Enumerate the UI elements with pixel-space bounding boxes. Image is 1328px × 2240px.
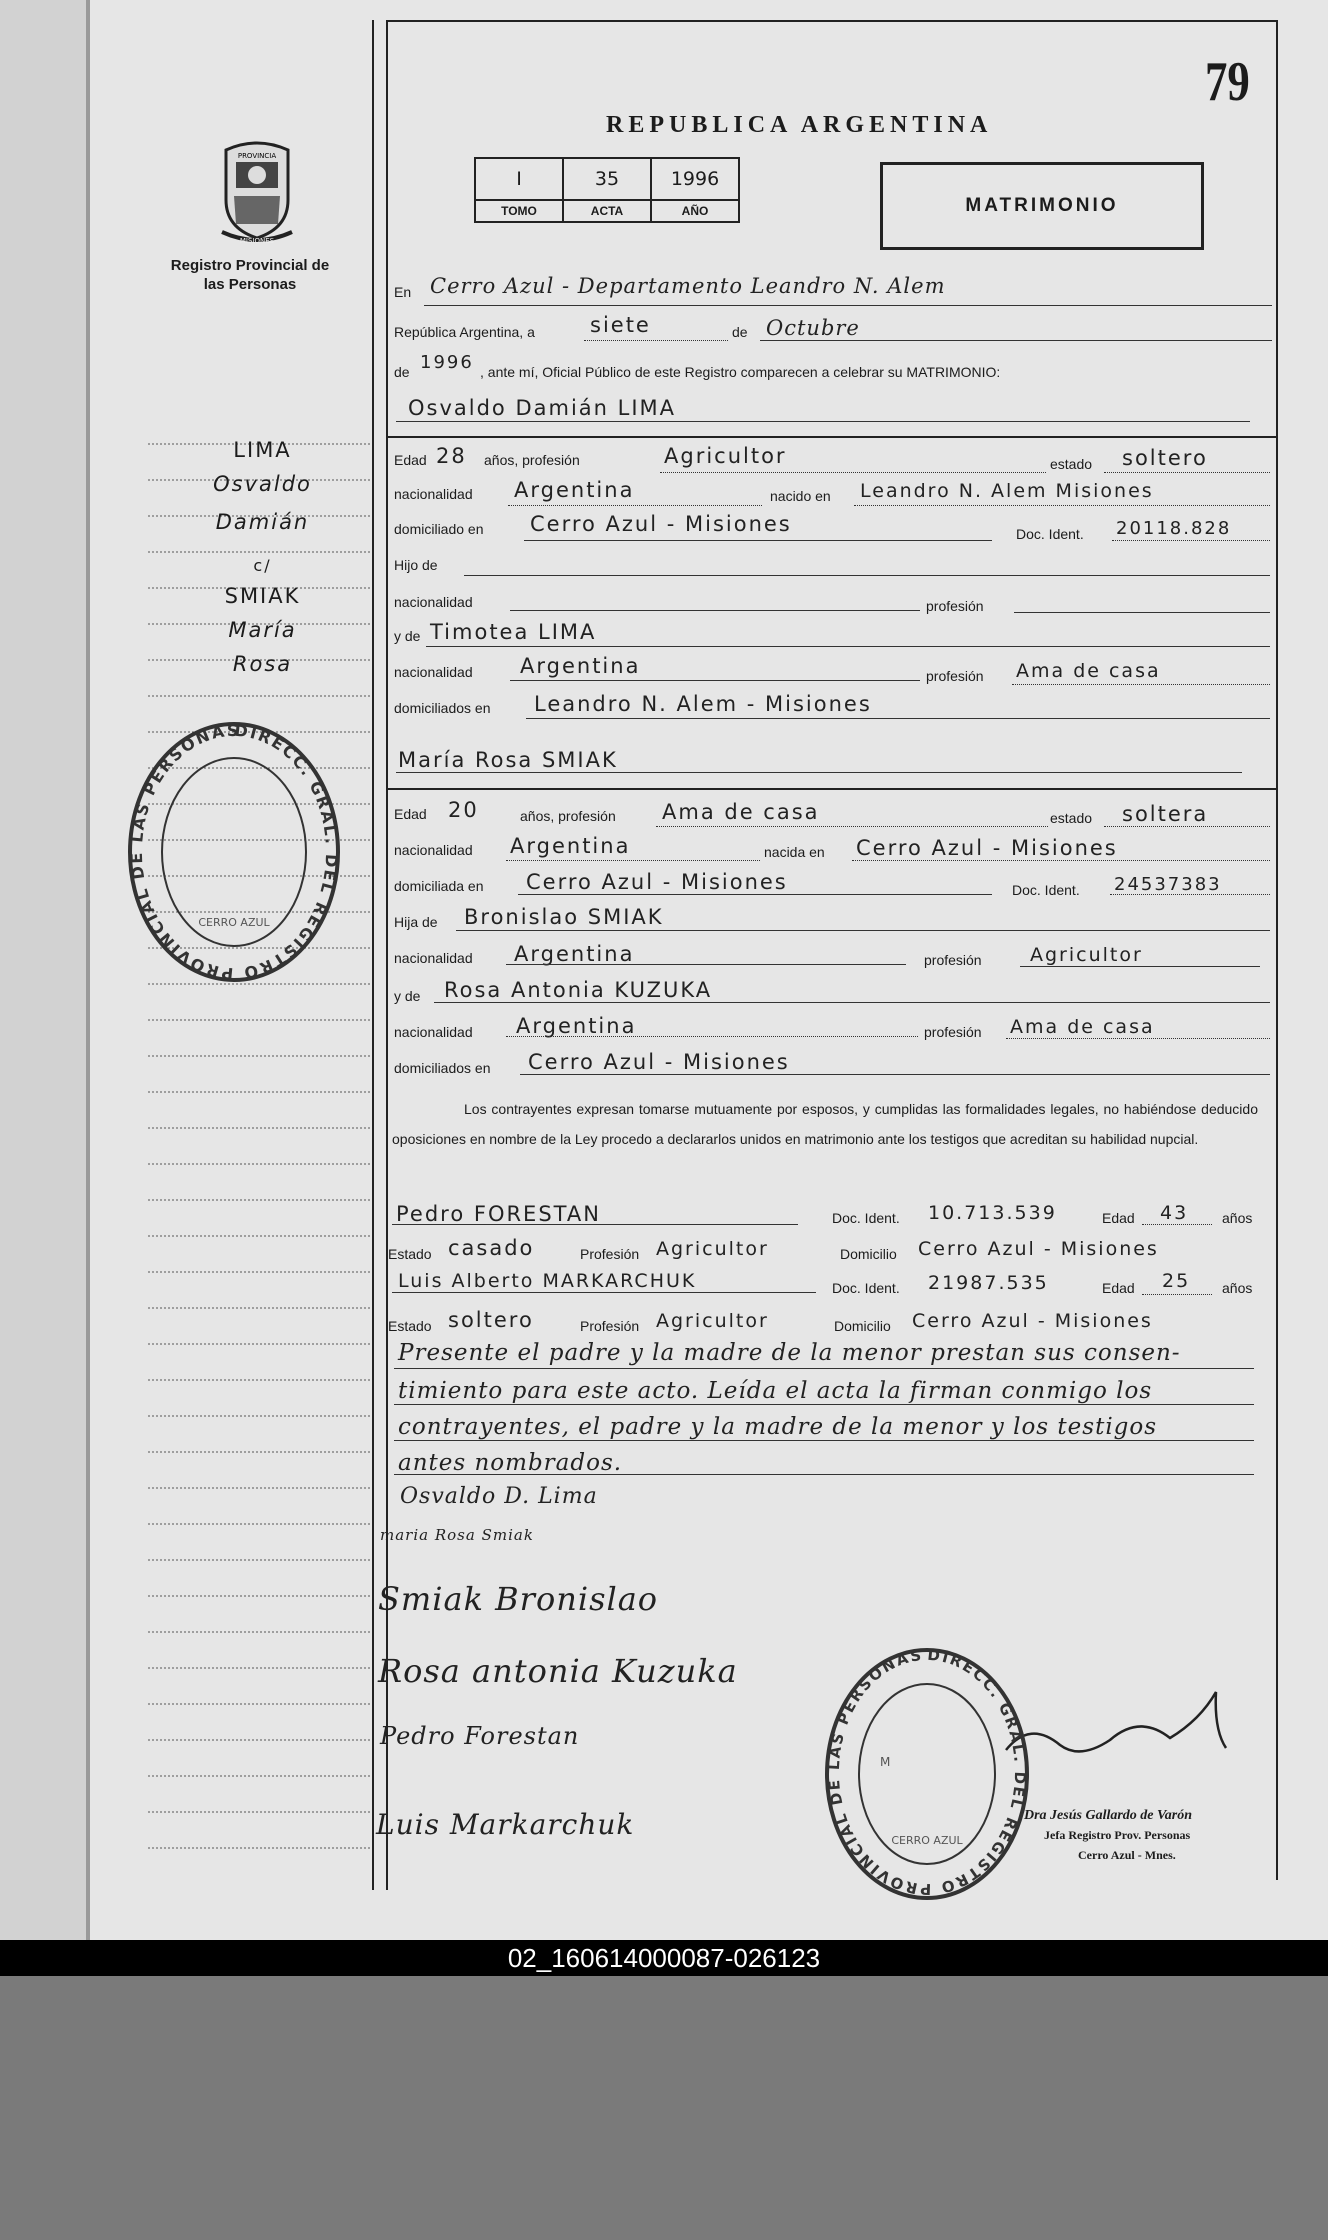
margin-note-3: Damián bbox=[215, 510, 310, 534]
groom-father-profession-label: profesión bbox=[926, 598, 984, 614]
witness2-edad-label: Edad bbox=[1102, 1280, 1135, 1296]
facing-page-edge bbox=[0, 0, 88, 1940]
groom-parents-address-line bbox=[526, 718, 1270, 719]
witness2-anos-label: años bbox=[1222, 1280, 1253, 1296]
witness2-profesion-label: Profesión bbox=[580, 1318, 640, 1334]
bride-address-line bbox=[518, 894, 992, 895]
witness2-age: 25 bbox=[1162, 1270, 1191, 1292]
year-de-label: de bbox=[394, 364, 410, 380]
notes-rule-3 bbox=[394, 1440, 1254, 1441]
groom-father-profession-line bbox=[1014, 612, 1270, 613]
witness1-address: Cerro Azul - Misiones bbox=[918, 1238, 1159, 1260]
witness2-doc-label: Doc. Ident. bbox=[832, 1280, 900, 1296]
groom-mother-label: y de bbox=[394, 628, 421, 644]
declaration-text: Los contrayentes expresan tomarse mutuamente por esposos, y cumplidas las formalidades legales, no habiéndose deducido oposiciones en nombre de la Ley procedo a declararlos unidos en matrimonio ante los testigos que acreditan su habilidad nupcial. bbox=[392, 1101, 1258, 1147]
month-de-label: de bbox=[732, 324, 748, 340]
svg-text:DIRECC. GRAL. DEL REGISTRO PRO bbox=[127, 721, 341, 984]
witness2-estado-label: Estado bbox=[388, 1318, 432, 1334]
groom-nationality-line bbox=[508, 505, 762, 506]
notes-line-2: timiento para este acto. Leída el acta la firman conmigo los bbox=[398, 1378, 1153, 1404]
ano-value: 1996 bbox=[651, 158, 739, 200]
bottom-stamp-letter: M bbox=[880, 1755, 891, 1769]
groom-domicilio-label: domiciliado en bbox=[394, 521, 484, 537]
bride-nationality-label: nacionalidad bbox=[394, 842, 473, 858]
bride-father-profession-line bbox=[1020, 966, 1260, 967]
bride-estado-label: estado bbox=[1050, 810, 1093, 826]
groom-section-divider bbox=[386, 436, 1276, 438]
registry-stamp-margin-icon bbox=[124, 720, 344, 984]
bride-father: Bronislao SMIAK bbox=[464, 905, 664, 929]
margin-note-5: SMIAK bbox=[224, 584, 301, 608]
bride-profession: Ama de casa bbox=[662, 800, 820, 824]
en-label: En bbox=[394, 284, 412, 300]
bride-address: Cerro Azul - Misiones bbox=[526, 870, 788, 894]
notes-rule-1 bbox=[394, 1368, 1254, 1369]
witness1-doc: 10.713.539 bbox=[928, 1202, 1057, 1224]
witness1-name: Pedro FORESTAN bbox=[396, 1202, 601, 1226]
witness2-address: Cerro Azul - Misiones bbox=[912, 1310, 1153, 1332]
bride-mother: Rosa Antonia KUZUKA bbox=[444, 978, 713, 1002]
groom-doc-line bbox=[1112, 540, 1270, 541]
groom-mother-nationality: Argentina bbox=[520, 654, 641, 678]
form-right-border bbox=[1276, 20, 1278, 1880]
groom-nationality-label: nacionalidad bbox=[394, 486, 473, 502]
groom-nacido-label: nacido en bbox=[770, 488, 831, 504]
ano-label: AÑO bbox=[651, 200, 739, 222]
place-line bbox=[424, 305, 1272, 306]
image-id-footer: 02_160614000087-026123 bbox=[0, 1940, 1328, 1976]
month-value: Octubre bbox=[766, 316, 860, 340]
bride-mother-nationality-label: nacionalidad bbox=[394, 1024, 473, 1040]
bride-civil-status: soltera bbox=[1122, 802, 1209, 826]
bottom-stamp-text: DIRECC. GRAL. DEL REGISTRO PROVINCIAL DE LAS PERSONAS bbox=[824, 1646, 1030, 1899]
coat-bottom-text: MISIONES bbox=[239, 237, 275, 245]
notes-rule-2 bbox=[394, 1404, 1254, 1405]
groom-profesion-label: años, profesión bbox=[484, 452, 580, 468]
witness2-civil-status: soltero bbox=[448, 1308, 534, 1332]
bride-parents-address-line bbox=[520, 1074, 1270, 1075]
groom-profession: Agricultor bbox=[664, 444, 787, 468]
tomo-label: TOMO bbox=[475, 200, 563, 222]
groom-mother-profession-line bbox=[1012, 684, 1270, 685]
signature-bride-father: Smiak Bronislao bbox=[378, 1580, 659, 1618]
record-type: MATRIMONIO bbox=[965, 195, 1119, 216]
acta-value: 35 bbox=[563, 158, 651, 200]
bride-nationality-line bbox=[506, 860, 760, 861]
bride-nationality: Argentina bbox=[510, 834, 631, 858]
bride-full-name: María Rosa SMIAK bbox=[398, 748, 618, 772]
bride-mother-nationality-line bbox=[506, 1036, 918, 1037]
record-reference-table bbox=[474, 157, 740, 223]
bride-mother-nationality: Argentina bbox=[516, 1014, 637, 1038]
groom-nationality: Argentina bbox=[514, 478, 635, 502]
groom-mother-profession: Ama de casa bbox=[1016, 660, 1161, 682]
place-value: Cerro Azul - Departamento Leandro N. Alem bbox=[430, 274, 946, 298]
bottom-stamp-inner: CERRO AZUL bbox=[891, 1834, 963, 1847]
form-top-border bbox=[386, 20, 1276, 22]
bride-status-line bbox=[1104, 826, 1270, 827]
year-value: 1996 bbox=[420, 352, 474, 373]
witness1-domicilio-label: Domicilio bbox=[840, 1246, 897, 1262]
groom-age: 28 bbox=[436, 444, 467, 468]
witness2-name-line bbox=[392, 1292, 816, 1293]
groom-civil-status: soltero bbox=[1122, 446, 1208, 470]
groom-doc-label: Doc. Ident. bbox=[1016, 526, 1084, 542]
coat-top-text: PROVINCIA bbox=[237, 152, 277, 160]
bride-parents-address: Cerro Azul - Misiones bbox=[528, 1050, 790, 1074]
groom-mother: Timotea LIMA bbox=[430, 620, 597, 644]
bride-section-divider bbox=[386, 788, 1276, 790]
page-number: 79 bbox=[1205, 51, 1250, 113]
margin-stamp-inner: CERRO AZUL bbox=[198, 916, 270, 929]
groom-parents-address: Leandro N. Alem - Misiones bbox=[534, 692, 872, 716]
intro-statement: , ante mí, Oficial Público de este Registro comparecen a celebrar su MATRIMONIO: bbox=[480, 364, 1001, 380]
margin-stamp-text: DIRECC. GRAL. DEL REGISTRO PROVINCIAL DE LAS PERSONAS bbox=[126, 720, 342, 984]
margin-note-1: LIMA bbox=[233, 438, 292, 462]
bride-profesion-label: años, profesión bbox=[520, 808, 616, 824]
bride-mother-line bbox=[434, 1002, 1270, 1003]
bride-doc-line bbox=[1110, 894, 1270, 895]
notes-line-4: antes nombrados. bbox=[398, 1450, 623, 1476]
bride-parents-domicile-label: domiciliados en bbox=[394, 1060, 491, 1076]
coat-of-arms-icon bbox=[218, 140, 296, 248]
witness1-profesion-label: Profesión bbox=[580, 1246, 640, 1262]
margin-note-4: c/ bbox=[253, 556, 272, 575]
witness1-anos-label: años bbox=[1222, 1210, 1253, 1226]
registry-stamp-bottom-icon bbox=[822, 1646, 1032, 1902]
groom-profession-line bbox=[660, 472, 1046, 473]
month-line bbox=[760, 340, 1272, 341]
record-type-box bbox=[880, 162, 1204, 250]
groom-mother-profession-label: profesión bbox=[926, 668, 984, 684]
groom-address: Cerro Azul - Misiones bbox=[530, 512, 792, 536]
groom-birthplace-line bbox=[854, 505, 1270, 506]
bride-father-profession: Agricultor bbox=[1030, 944, 1143, 966]
official-signature-icon bbox=[1000, 1690, 1240, 1780]
groom-hijo-label: Hijo de bbox=[394, 557, 438, 573]
witness1-estado-label: Estado bbox=[388, 1246, 432, 1262]
signature-witness-2: Luis Markarchuk bbox=[376, 1808, 635, 1841]
bride-hija-label: Hija de bbox=[394, 914, 438, 930]
signature-witness-1: Pedro Forestan bbox=[380, 1722, 580, 1750]
groom-estado-label: estado bbox=[1050, 456, 1093, 472]
bride-father-profession-label: profesión bbox=[924, 952, 982, 968]
day-value: siete bbox=[590, 313, 651, 337]
country-title: REPUBLICA ARGENTINA bbox=[606, 112, 993, 138]
official-name: Dra Jesús Gallardo de Varón bbox=[1024, 1808, 1193, 1823]
bride-father-line bbox=[456, 930, 1270, 931]
notes-rule-4 bbox=[394, 1474, 1254, 1475]
margin-note-6: María bbox=[228, 618, 297, 642]
groom-address-line bbox=[524, 540, 992, 541]
acta-label: ACTA bbox=[563, 200, 651, 222]
bride-doc: 24537383 bbox=[1114, 874, 1222, 895]
official-title: Jefa Registro Prov. Personas bbox=[1044, 1828, 1191, 1842]
witness2-name: Luis Alberto MARKARCHUK bbox=[398, 1270, 697, 1292]
groom-doc: 20118.828 bbox=[1116, 518, 1232, 539]
groom-status-line bbox=[1104, 472, 1270, 473]
bride-age: 20 bbox=[448, 798, 479, 822]
bride-birthplace: Cerro Azul - Misiones bbox=[856, 836, 1118, 860]
bride-birthplace-line bbox=[852, 860, 1270, 861]
witness1-edad-label: Edad bbox=[1102, 1210, 1135, 1226]
witness2-doc: 21987.535 bbox=[928, 1272, 1049, 1294]
bride-father-nationality-label: nacionalidad bbox=[394, 950, 473, 966]
day-line bbox=[584, 340, 728, 341]
groom-edad-label: Edad bbox=[394, 452, 427, 468]
witness1-doc-label: Doc. Ident. bbox=[832, 1210, 900, 1226]
witness1-profession: Agricultor bbox=[656, 1238, 769, 1260]
bride-doc-label: Doc. Ident. bbox=[1012, 882, 1080, 898]
groom-parents-domicile-label: domiciliados en bbox=[394, 700, 491, 716]
witness1-age-line bbox=[1142, 1224, 1212, 1225]
bride-nacida-label: nacida en bbox=[764, 844, 825, 860]
groom-full-name: Osvaldo Damián LIMA bbox=[408, 396, 677, 420]
groom-mother-nationality-label: nacionalidad bbox=[394, 664, 473, 680]
signature-groom: Osvaldo D. Lima bbox=[400, 1484, 598, 1509]
signature-bride: maria Rosa Smiak bbox=[380, 1526, 534, 1544]
republica-label: República Argentina, a bbox=[394, 324, 535, 340]
witness2-domicilio-label: Domicilio bbox=[834, 1318, 891, 1334]
groom-name-line bbox=[396, 421, 1250, 422]
bride-mother-label: y de bbox=[394, 988, 421, 1004]
bride-mother-profession-line bbox=[1006, 1038, 1270, 1039]
notes-line-3: contrayentes, el padre y la madre de la menor y los testigos bbox=[398, 1414, 1158, 1440]
official-place: Cerro Azul - Mnes. bbox=[1078, 1848, 1176, 1862]
bride-mother-profession: Ama de casa bbox=[1010, 1016, 1155, 1038]
witness2-age-line bbox=[1142, 1294, 1212, 1295]
witness2-profession: Agricultor bbox=[656, 1310, 769, 1332]
bride-name-line bbox=[396, 772, 1242, 773]
notes-line-1: Presente el padre y la madre de la menor prestan sus consen- bbox=[398, 1340, 1181, 1366]
signature-bride-mother: Rosa antonia Kuzuka bbox=[378, 1652, 738, 1690]
witness1-name-line bbox=[392, 1224, 798, 1225]
witness1-civil-status: casado bbox=[448, 1236, 535, 1260]
groom-birthplace: Leandro N. Alem Misiones bbox=[860, 480, 1154, 502]
tomo-value: I bbox=[475, 158, 563, 200]
groom-mother-line bbox=[426, 646, 1270, 647]
bride-father-nationality-line bbox=[506, 964, 906, 965]
registry-name: Registro Provincial de las Personas bbox=[170, 257, 330, 293]
binding-fold bbox=[86, 0, 90, 1940]
bride-profession-line bbox=[656, 826, 1048, 827]
bride-father-nationality: Argentina bbox=[514, 942, 635, 966]
witness1-age: 43 bbox=[1160, 1202, 1189, 1224]
groom-mother-nationality-line bbox=[510, 680, 920, 681]
margin-note-7: Rosa bbox=[232, 652, 293, 676]
groom-father-nationality-label: nacionalidad bbox=[394, 594, 473, 610]
bride-mother-profession-label: profesión bbox=[924, 1024, 982, 1040]
groom-father-nationality-line bbox=[510, 610, 920, 611]
bride-domicilio-label: domiciliada en bbox=[394, 878, 484, 894]
bride-edad-label: Edad bbox=[394, 806, 427, 822]
margin-note-2: Osvaldo bbox=[213, 472, 312, 496]
groom-father-line bbox=[464, 575, 1270, 576]
